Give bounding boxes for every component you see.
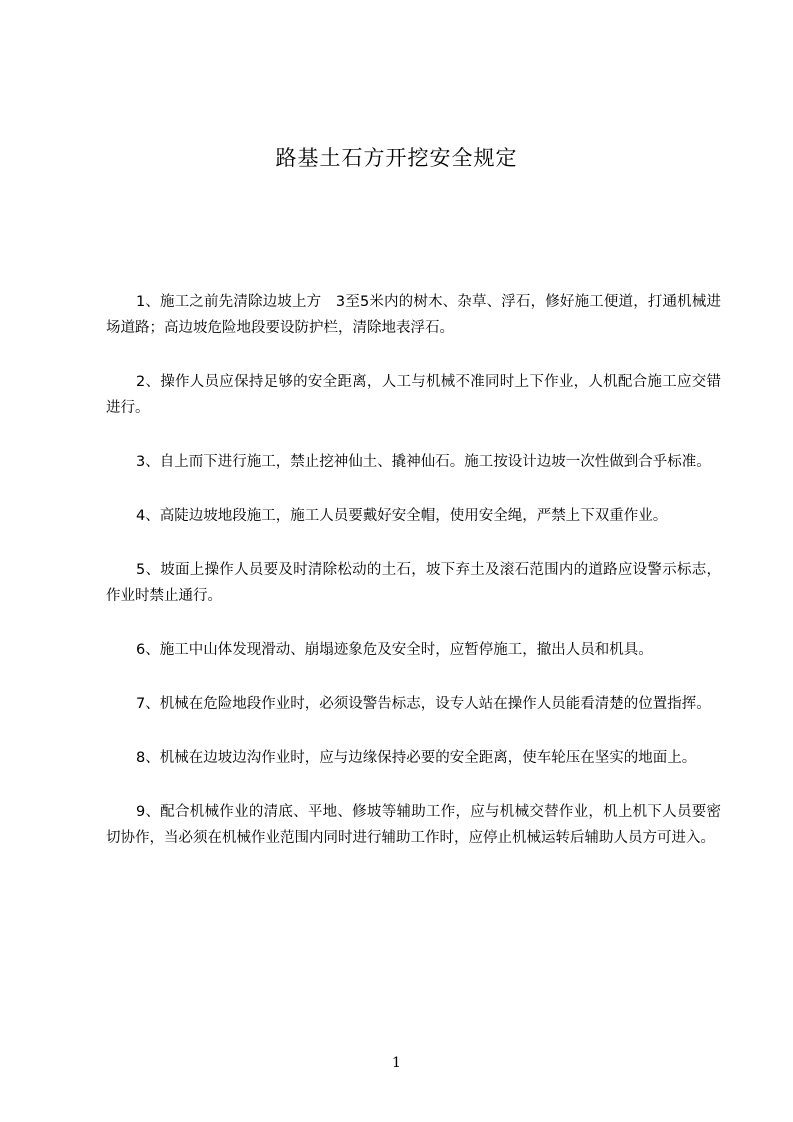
clause-2: 2、操作人员应保持足够的安全距离，人工与机械不准同时上下作业，人机配合施工应交错进行。 — [106, 374, 721, 416]
clause-list — [106, 289, 721, 879]
page-title: 路基土石方开挖安全规定 — [275, 146, 518, 170]
clause-6: 6、施工中山体发现滑动、崩塌迹象危及安全时，应暂停施工，撤出人员和机具。 — [136, 642, 653, 658]
clause-7: 7、机械在危险地段作业时，必须设警告标志，设专人站在操作人员能看清楚的位置指挥。 — [136, 696, 711, 712]
clause-3: 3、自上而下进行施工，禁止挖神仙土、撬神仙石。施工按设计边坡一次性做到合乎标准。 — [136, 454, 711, 470]
page-number: 1 — [392, 1055, 401, 1071]
clause-5: 5、坡面上操作人员要及时清除松动的土石，坡下弃土及滚石范围内的道路应设警示标志，作业时禁止通行。 — [106, 562, 721, 604]
clause-8: 8、机械在边坡边沟作业时，应与边缘保持必要的安全距离，使车轮压在坚实的地面上。 — [136, 750, 697, 766]
clause-1: 1、施工之前先清除边坡上方 3至5米内的树木、杂草、浮石，修好施工便道，打通机械进场道路；高边坡危险地段要设防护栏，清除地表浮石。 — [106, 294, 721, 336]
clause-9: 9、配合机械作业的清底、平地、修坡等辅助工作，应与机械交替作业，机上机下人员要密切协作，当必须在机械作业范围内同时进行辅助工作时，应停止机械运转后辅助人员方可进入。 — [106, 804, 721, 846]
clause-4: 4、高陡边坡地段施工，施工人员要戴好安全帽，使用安全绳，严禁上下双重作业。 — [136, 508, 668, 524]
